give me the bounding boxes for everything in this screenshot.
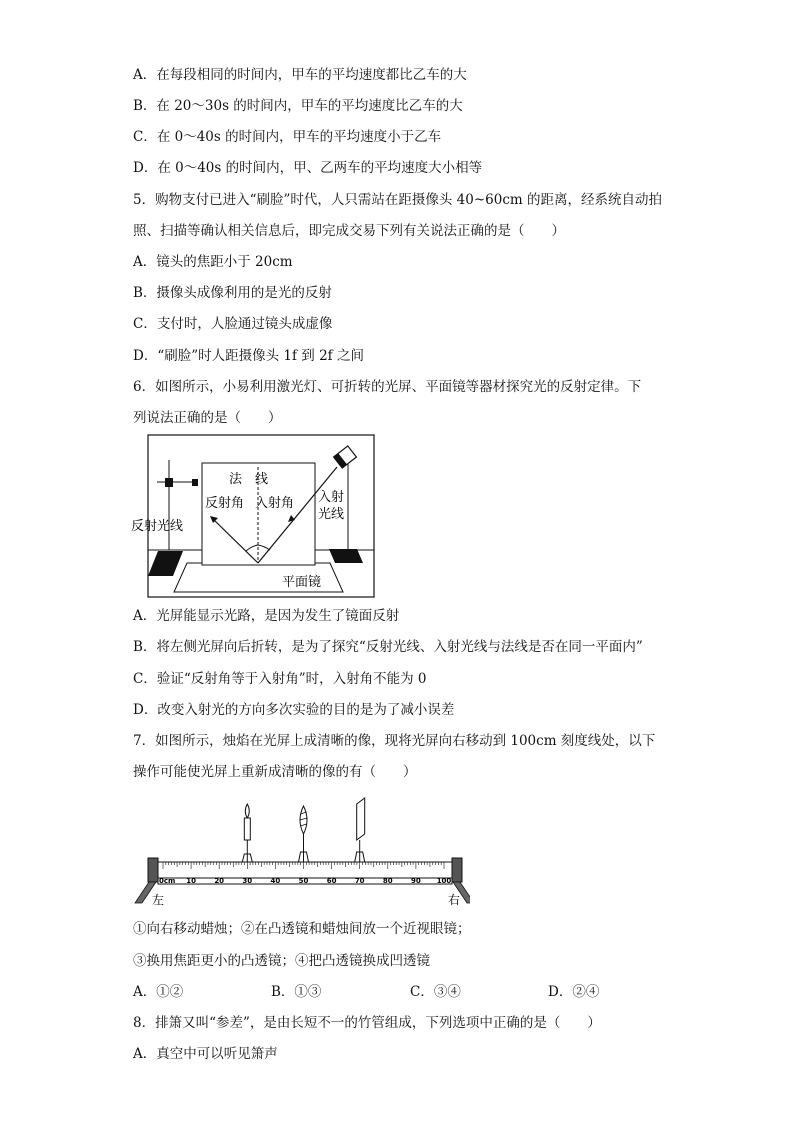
laser-pointer-icon bbox=[334, 446, 357, 468]
q7-conditions-line1: ①向右移动蜡烛；②在凸透镜和蜡烛间放一个近视眼镜； bbox=[133, 921, 471, 937]
light-screen-icon bbox=[355, 798, 365, 862]
q4-option-c: C．在 0～40s 的时间内，甲车的平均速度小于乙车 bbox=[133, 129, 442, 145]
ruler-tick-label: 30 bbox=[242, 877, 253, 885]
right-label: 右 bbox=[448, 893, 461, 907]
q7-options bbox=[133, 982, 653, 1002]
ruler-tick-label: 100 bbox=[436, 877, 452, 885]
right-base bbox=[329, 549, 363, 563]
q5-option-a: A．镜头的焦距小于 20cm bbox=[133, 254, 293, 270]
ruler-tick-label: 50 bbox=[298, 877, 309, 885]
q6-stem-line2: 列说法正确的是（ ） bbox=[133, 410, 282, 426]
reflected-ray-label: 反射光线 bbox=[131, 519, 184, 534]
ruler-unit-label: 0cm bbox=[159, 877, 176, 885]
ruler-tick-label: 90 bbox=[411, 877, 421, 885]
q7-stem-line2: 操作可能使光屏上重新成清晰的像的有（ ） bbox=[133, 764, 417, 780]
q5-stem-line2: 照、扫描等确认相关信息后，即完成交易下列有关说法正确的是（ ） bbox=[133, 223, 565, 239]
ruler-tick-label: 10 bbox=[186, 877, 196, 885]
q6-stem-line1: 6．如图所示，小易利用激光灯、可折转的光屏、平面镜等器材探究光的反射定律。下 bbox=[133, 379, 642, 395]
ruler-tick-label: 20 bbox=[214, 877, 225, 885]
q7-optical-bench-figure bbox=[130, 790, 470, 908]
q4-option-a: A．在每段相同的时间内，甲车的平均速度都比乙车的大 bbox=[133, 67, 467, 83]
q7-stem-line1: 7．如图所示，烛焰在光屏上成清晰的像，现将光屏向右移动到 100cm 刻度线处，以下 bbox=[133, 733, 656, 749]
laser-clamp bbox=[165, 478, 173, 487]
q5-option-d: D．“刷脸”时人距摄像头 1f 到 2f 之间 bbox=[133, 348, 364, 364]
convex-lens-icon bbox=[299, 806, 309, 862]
left-base bbox=[148, 551, 183, 576]
q6-option-b: B．将左侧光屏向后折转，是为了探究“反射光线、入射光线与法线是否在同一平面内” bbox=[133, 639, 643, 655]
laser-head-left bbox=[192, 479, 198, 486]
q5-option-c: C．支付时，人脸通过镜头成虚像 bbox=[133, 316, 333, 332]
q7-option-a: A．①② bbox=[133, 984, 184, 1000]
right-end-post bbox=[452, 858, 462, 882]
q6-option-d: D．改变入射光的方向多次实验的目的是为了减小误差 bbox=[133, 702, 455, 718]
q4-option-d: D．在 0～40s 的时间内，甲、乙两车的平均速度大小相等 bbox=[133, 160, 483, 176]
q5-option-b: B．摄像头成像利用的是光的反射 bbox=[133, 285, 332, 301]
q7-option-b: B．①③ bbox=[271, 984, 322, 1000]
left-end-post bbox=[148, 858, 158, 882]
q6-reflection-figure bbox=[125, 430, 377, 602]
q4-option-b: B．在 20～30s 的时间内，甲车的平均速度比乙车的大 bbox=[133, 98, 463, 114]
q5-stem-line1: 5．购物支付已进入“刷脸”时代，人只需站在距摄像头 40~60cm 的距离，经系统自动拍 bbox=[133, 192, 663, 208]
incident-ray-label-1: 入射 bbox=[318, 490, 345, 505]
mirror-label: 平面镜 bbox=[282, 575, 322, 590]
q6-option-c: C．验证“反射角等于入射角”时，入射角不能为 0 bbox=[133, 671, 427, 687]
normal-line-label: 法 线 bbox=[229, 472, 269, 487]
q7-option-c: C．③④ bbox=[410, 984, 461, 1000]
ruler-tick-label: 80 bbox=[382, 877, 393, 885]
candle-icon bbox=[242, 804, 252, 862]
q6-option-a: A．光屏能显示光路，是因为发生了镜面反射 bbox=[133, 608, 400, 624]
ruler-tick-label: 60 bbox=[326, 877, 337, 885]
ruler-tick-label: 70 bbox=[354, 877, 365, 885]
q8-stem: 8．排箫又叫“参差”，是由长短不一的竹管组成，下列选项中正确的是（ ） bbox=[133, 1015, 601, 1031]
q7-conditions-line2: ③换用焦距更小的凸透镜；④把凸透镜换成凹透镜 bbox=[133, 953, 430, 969]
incident-angle-label: 入射角 bbox=[255, 496, 295, 511]
incident-ray-label-2: 光线 bbox=[318, 507, 345, 522]
ruler-tick-label: 40 bbox=[270, 877, 281, 885]
left-label: 左 bbox=[152, 893, 165, 907]
reflected-angle-label: 反射角 bbox=[205, 496, 245, 511]
q8-option-a: A．真空中可以听见箫声 bbox=[133, 1046, 278, 1062]
q7-option-d: D．②④ bbox=[548, 984, 600, 1000]
